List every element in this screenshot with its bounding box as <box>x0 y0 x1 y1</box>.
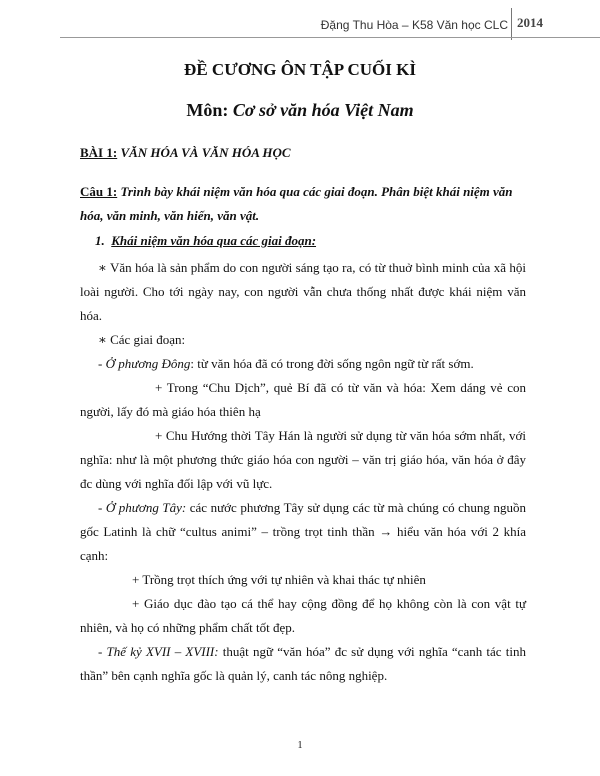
west-text: các nước phương Tây sử dụng các từ mà chúng có chung nguồn gốc Latinh là chữ “cultus animi” – trồng trọt tinh thần → hiểu văn hóa với 2 khía cạnh: <box>80 500 526 563</box>
paragraph-stages: ∗ Các giai đoạn: <box>98 332 186 347</box>
header-divider <box>511 8 512 40</box>
west-lead: - <box>98 500 106 515</box>
east-text: : từ văn hóa đã có trong đời sống ngôn ngữ từ rất sớm. <box>190 356 474 371</box>
question-heading <box>80 180 525 228</box>
section-title: Khái niệm văn hóa qua các giai đoạn: <box>111 233 317 248</box>
paragraph-east <box>80 352 526 376</box>
header-rule <box>60 37 600 38</box>
paragraph-chu-dich: + Trong “Chu Dịch”, quẻ Bí đã có từ văn và hóa: Xem dáng vẻ con người, lấy đó mà giáo hóa thiên hạ <box>80 380 526 419</box>
header-author: Đặng Thu Hòa – K58 Văn học CLC <box>320 18 508 32</box>
question-label: Câu 1: <box>80 184 118 199</box>
east-lead: - <box>98 356 106 371</box>
paragraph-chu-huong: + Chu Hướng thời Tây Hán là người sử dụng từ văn hóa sớm nhất, với nghĩa: như là một phương thức giáo hóa con người – văn trị giáo hóa, văn hóa ở đây đc dùng với nghĩa đối lập với vũ lực. <box>80 428 526 491</box>
century-text: thuật ngữ “văn hóa” đc sử dụng với nghĩa “canh tác tinh thần” bên cạnh nghĩa gốc là quản lý, canh tác nông nghiệp. <box>80 644 526 683</box>
west-label: Ở phương Tây: <box>105 500 187 515</box>
century-lead: - <box>98 644 107 659</box>
lesson-name: VĂN HÓA VÀ VĂN HÓA HỌC <box>117 145 291 160</box>
section-heading <box>95 233 316 249</box>
header-year: 2014 <box>517 15 543 30</box>
paragraph-intro: ∗ Văn hóa là sản phẩm do con người sáng tạo ra, có từ thuở bình minh của xã hội loài người. Cho tới ngày nay, con người vẫn chưa thống nhất được khái niệm văn hóa. <box>80 260 526 323</box>
page-number: 1 <box>297 740 303 751</box>
century-label: Thế kỷ XVII – XVIII: <box>106 644 219 659</box>
question-text: Trình bày khái niệm văn hóa qua các giai đoạn. Phân biệt khái niệm văn hóa, văn minh, văn hiến, văn vật. <box>80 184 513 223</box>
lesson-label: BÀI 1: <box>80 145 118 160</box>
subtitle-prefix: Môn: <box>186 100 233 120</box>
paragraph-century <box>80 640 526 688</box>
page-title: ĐỀ CƯƠNG ÔN TẬP CUỐI KÌ <box>184 60 416 79</box>
east-label: Ở phương Đông <box>105 356 191 371</box>
paragraph-west <box>80 496 526 568</box>
paragraph-aspect-1: + Trồng trọt thích ứng với tự nhiên và khai thác tự nhiên <box>132 572 426 587</box>
page-subtitle <box>0 100 600 121</box>
lesson-heading <box>80 145 291 161</box>
subtitle-subject: Cơ sở văn hóa Việt Nam <box>232 100 414 120</box>
section-number: 1. <box>95 233 105 248</box>
paragraph-aspect-2: + Giáo dục đào tạo cá thể hay cộng đồng để họ không còn là con vật tự nhiên, và họ có những phẩm chất tốt đẹp. <box>80 596 526 635</box>
